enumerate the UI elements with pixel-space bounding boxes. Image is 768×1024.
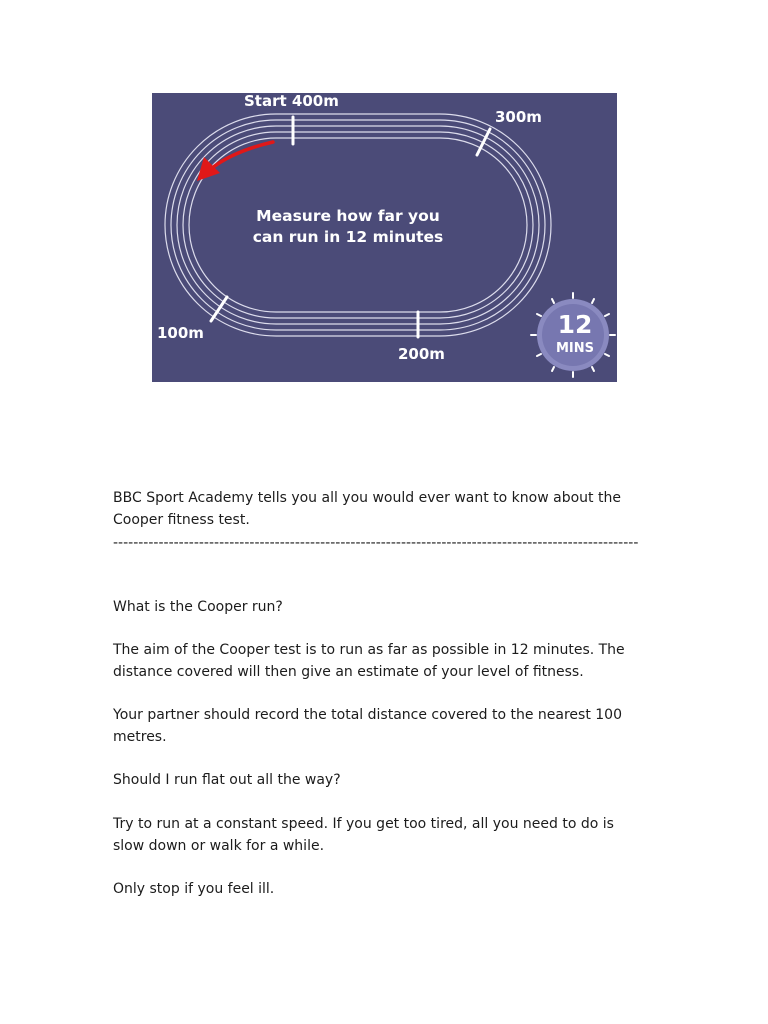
label-100m: 100m [157, 324, 204, 342]
label-300m: 300m [495, 108, 542, 126]
paragraph-speed-line-2: slow down or walk for a while. [113, 838, 325, 854]
question-what-is-cooper-run: What is the Cooper run? [113, 599, 283, 615]
running-track-graphic [152, 93, 617, 382]
dashed-separator: -------------------------------------------------------------------------------------------------------- [113, 535, 639, 551]
paragraph-aim-line-2: distance covered will then give an estimate of your level of fitness. [113, 664, 584, 680]
label-start-400m: Start 400m [244, 92, 339, 110]
cooper-track-illustration [152, 93, 617, 382]
track-caption-line1: Measure how far you [256, 207, 440, 225]
paragraph-aim-line-1: The aim of the Cooper test is to run as far as possible in 12 minutes. The [113, 642, 625, 658]
clock-number: 12 [557, 310, 593, 339]
paragraph-speed-line-1: Try to run at a constant speed. If you get too tired, all you need to do is [113, 816, 614, 832]
intro-line-2: Cooper fitness test. [113, 512, 250, 528]
intro-line-1: BBC Sport Academy tells you all you would ever want to know about the [113, 490, 621, 506]
paragraph-partner-line-1: Your partner should record the total distance covered to the nearest 100 [113, 707, 622, 723]
paragraph-stop-if-ill: Only stop if you feel ill. [113, 881, 275, 897]
clock-unit: MINS [555, 341, 595, 356]
track-caption-line2: can run in 12 minutes [252, 228, 444, 246]
label-200m: 200m [398, 345, 445, 363]
question-run-flat-out: Should I run flat out all the way? [113, 772, 341, 788]
paragraph-partner-line-2: metres. [113, 729, 167, 745]
